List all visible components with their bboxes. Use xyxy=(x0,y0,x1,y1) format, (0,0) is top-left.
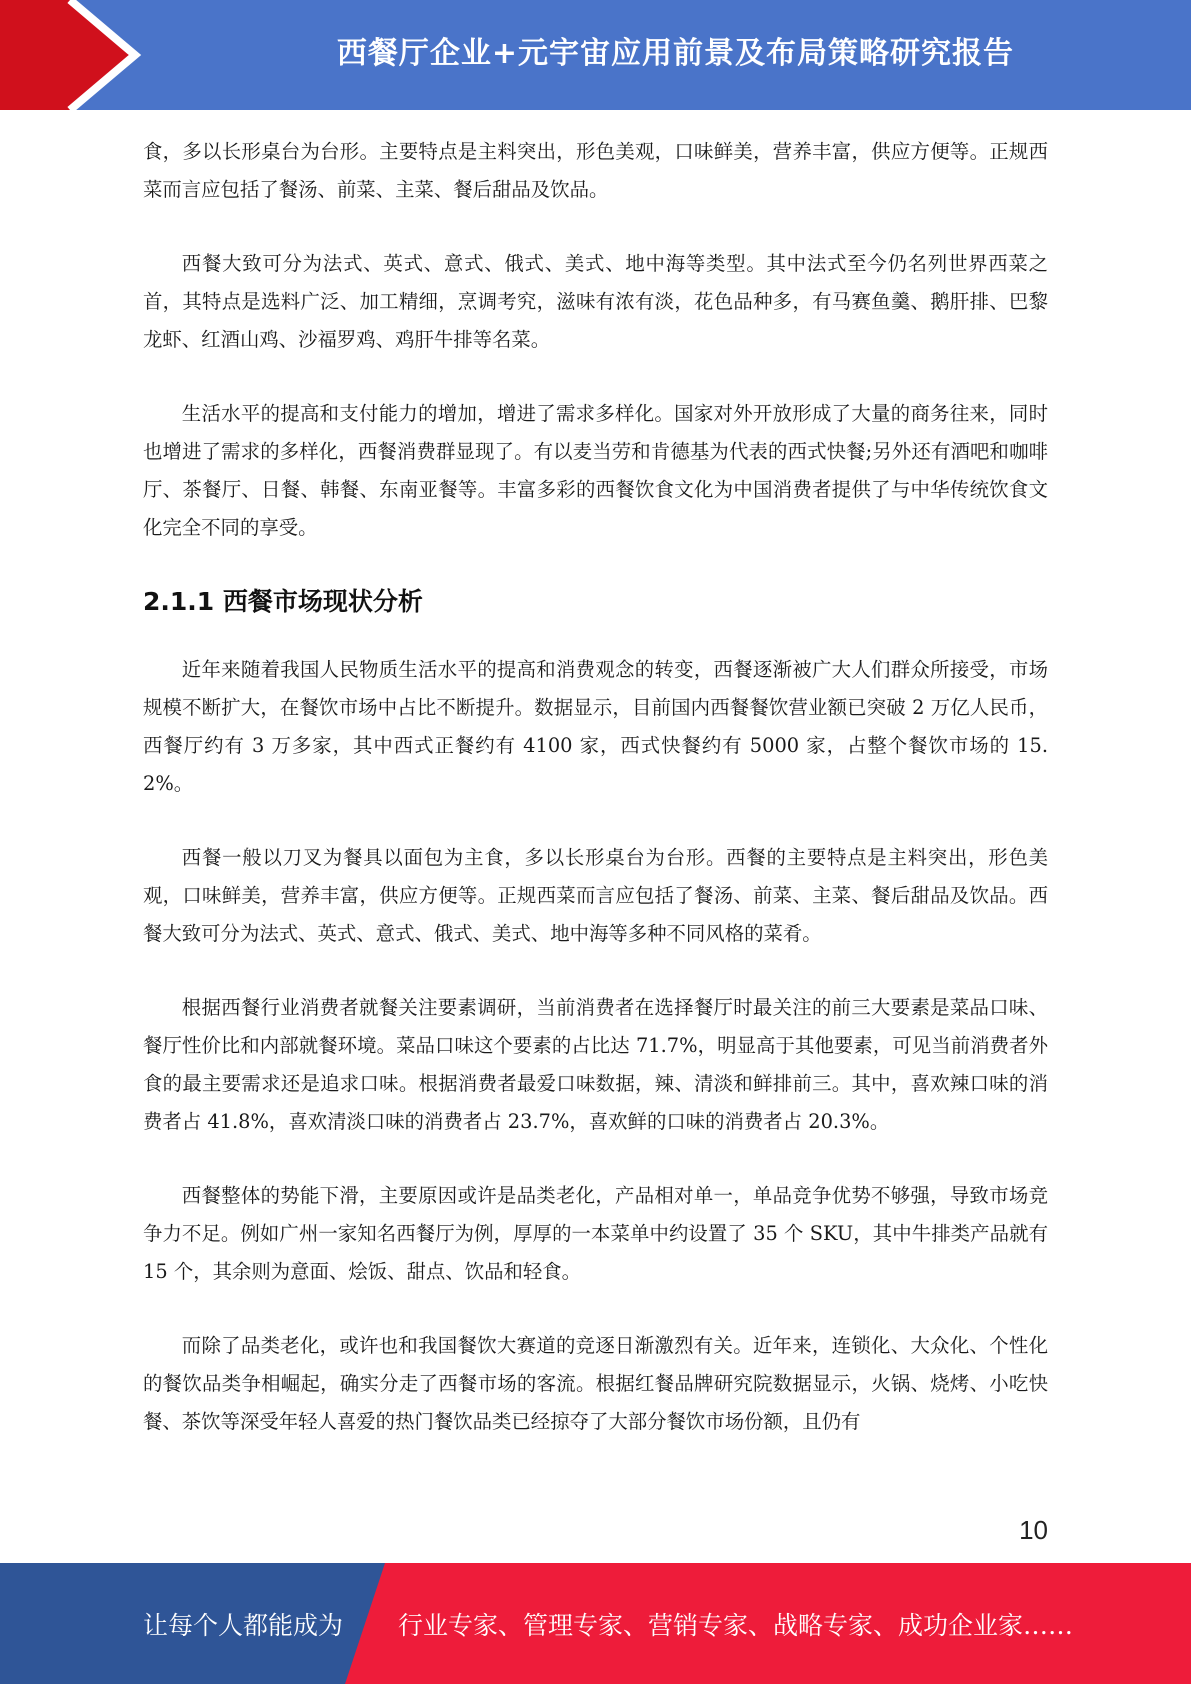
footer-slogan-left: 让每个人都能成为 xyxy=(143,1610,344,1640)
section-heading: 2.1.1 西餐市场现状分析 xyxy=(143,587,423,616)
header-arrow-decoration xyxy=(0,0,160,110)
report-title: 西餐厅企业+元宇宙应用前景及布局策略研究报告 xyxy=(336,36,1015,71)
paragraph: 根据西餐行业消费者就餐关注要素调研，当前消费者在选择餐厅时最关注的前三大要素是菜品口味、餐厅性价比和内部就餐环境。菜品口味这个要素的占比达 71.7%，明显高于其他要素，可见当前消费者外食的最主要需求还是追求口味。根据消费者最爱口味数据，辣、清淡和鲜排前三。其中，喜欢辣口味的消费者占 41.8%，喜欢清淡口味的消费者占 23.7%，喜欢鲜的口味的消费者占 20.3%。 xyxy=(143,996,1048,1133)
paragraph: 西餐整体的势能下滑，主要原因或许是品类老化，产品相对单一，单品竞争优势不够强，导致市场竞争力不足。例如广州一家知名西餐厅为例，厚厚的一本菜单中约设置了 35 个 SKU，其中牛排类产品就有 15 个，其余则为意面、烩饭、甜点、饮品和轻食。 xyxy=(143,1184,1048,1283)
page-number: 10 xyxy=(1019,1515,1048,1545)
page-header xyxy=(0,0,1191,110)
paragraph: 西餐大致可分为法式、英式、意式、俄式、美式、地中海等类型。其中法式至今仍名列世界西菜之首，其特点是选料广泛、加工精细，烹调考究，滋味有浓有淡，花色品种多，有马赛鱼羹、鹅肝排、巴黎龙虾、红酒山鸡、沙福罗鸡、鸡肝牛排等名菜。 xyxy=(143,252,1048,351)
paragraph: 西餐一般以刀叉为餐具以面包为主食，多以长形桌台为台形。西餐的主要特点是主料突出，形色美观，口味鲜美，营养丰富，供应方便等。正规西菜而言应包括了餐汤、前菜、主菜、餐后甜品及饮品。西餐大致可分为法式、英式、意式、俄式、美式、地中海等多种不同风格的菜肴。 xyxy=(143,846,1048,945)
footer-slogan-right: 行业专家、管理专家、营销专家、战略专家、成功企业家…… xyxy=(398,1610,1074,1640)
paragraph: 生活水平的提高和支付能力的增加，增进了需求多样化。国家对外开放形成了大量的商务往来，同时也增进了需求的多样化，西餐消费群显现了。有以麦当劳和肯德基为代表的西式快餐;另外还有酒吧和咖啡厅、茶餐厅、日餐、韩餐、东南亚餐等。丰富多彩的西餐饮食文化为中国消费者提供了与中华传统饮食文化完全不同的享受。 xyxy=(143,402,1048,539)
page-footer xyxy=(0,1563,1191,1684)
paragraph: 近年来随着我国人民物质生活水平的提高和消费观念的转变，西餐逐渐被广大人们群众所接受，市场规模不断扩大，在餐饮市场中占比不断提升。数据显示，目前国内西餐餐饮营业额已突破 2 万亿人民币，西餐厅约有 3 万多家，其中西式正餐约有 4100 家，西式快餐约有 5000 家，占整个餐饮市场的 15.2%。 xyxy=(143,658,1048,795)
document-body xyxy=(143,133,1048,1477)
paragraph: 而除了品类老化，或许也和我国餐饮大赛道的竞逐日渐激烈有关。近年来，连锁化、大众化、个性化的餐饮品类争相崛起，确实分走了西餐市场的客流。根据红餐品牌研究院数据显示，火锅、烧烤、小吃快餐、茶饮等深受年轻人喜爱的热门餐饮品类已经掠夺了大部分餐饮市场份额，且仍有 xyxy=(143,1334,1048,1433)
paragraph: 食，多以长形桌台为台形。主要特点是主料突出，形色美观，口味鲜美，营养丰富，供应方便等。正规西菜而言应包括了餐汤、前菜、主菜、餐后甜品及饮品。 xyxy=(143,140,1048,201)
